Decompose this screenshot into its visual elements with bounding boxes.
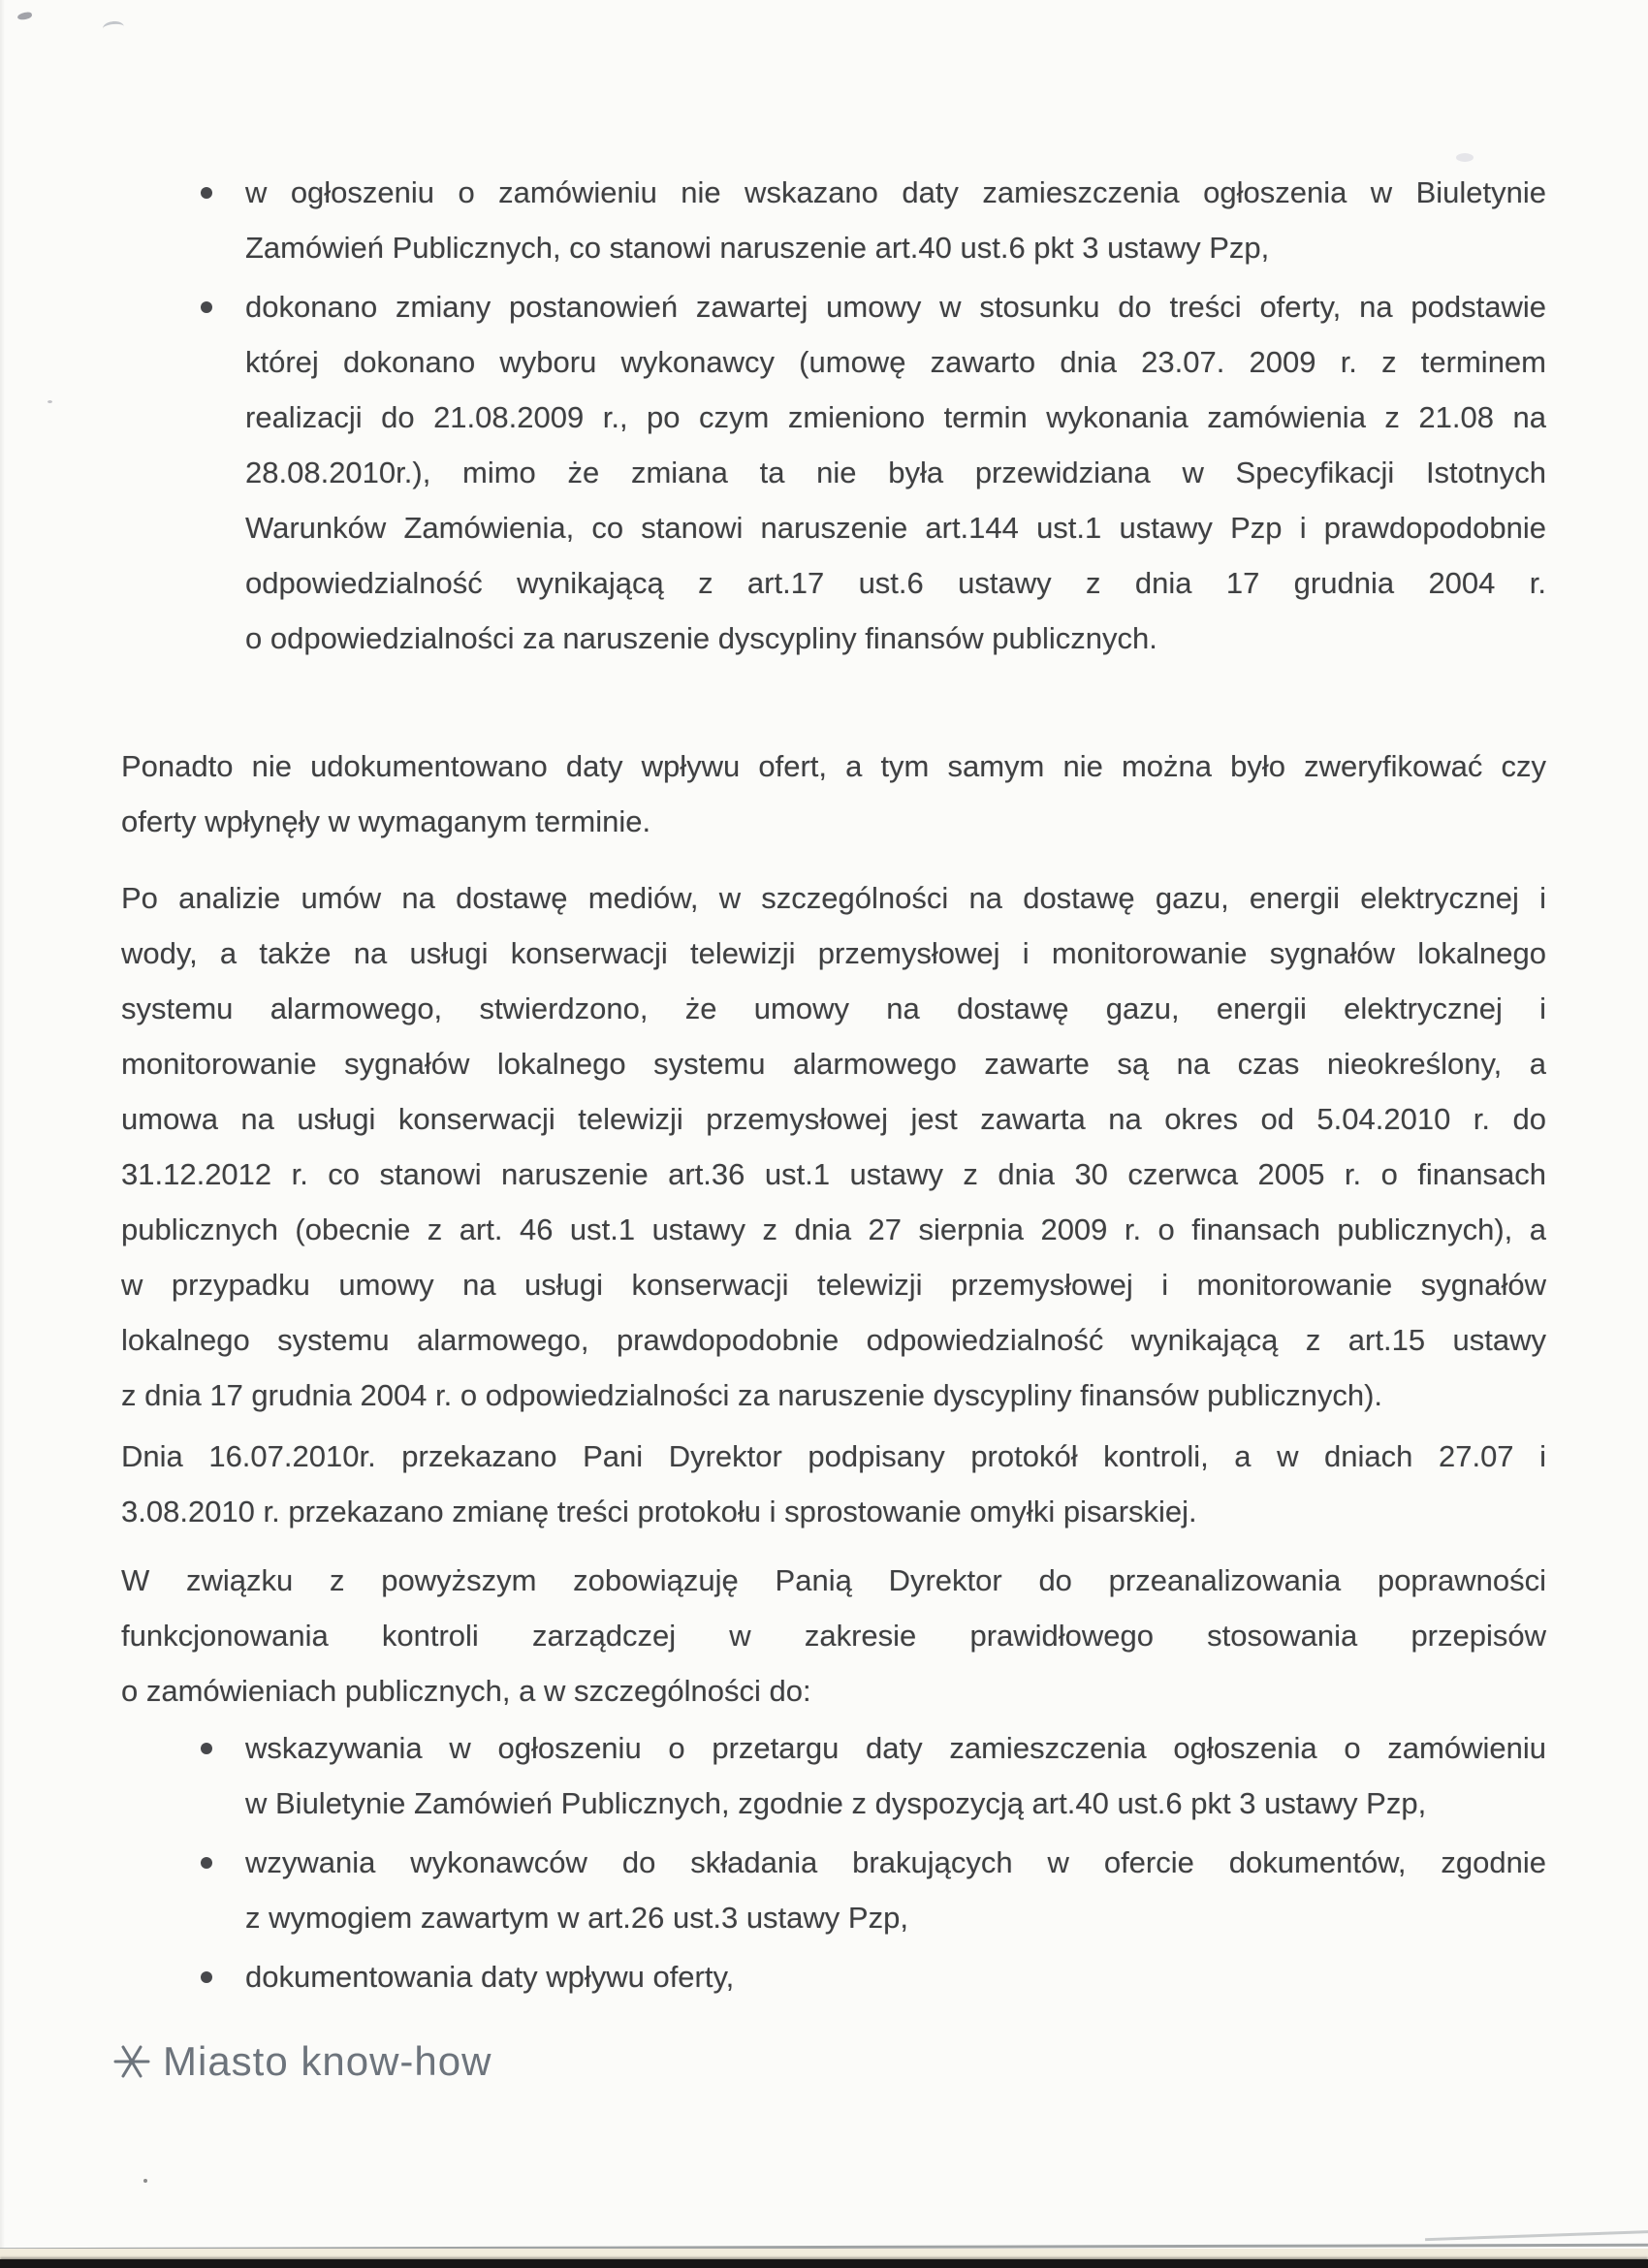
text-line: Ponadto nie udokumentowano daty wpływu ofert, a tym samym nie można było zweryfikować czy xyxy=(121,749,1546,783)
bullet-item-text xyxy=(245,1835,1546,1945)
text-line: której dokonano wyboru wykonawcy (umowę zawarto dnia 23.07. 2009 r. z terminem xyxy=(245,345,1546,379)
text-line: w ogłoszeniu o zamówieniu nie wskazano daty zamieszczenia ogłoszenia w Biuletynie xyxy=(245,175,1546,209)
scan-speck xyxy=(48,400,52,403)
bullet-item-text xyxy=(245,165,1546,275)
text-line: 3.08.2010 r. przekazano zmianę treści protokołu i sprostowanie omyłki pisarskiej. xyxy=(121,1495,1197,1528)
bullet-icon xyxy=(201,1857,212,1869)
paragraph xyxy=(121,1553,1546,1718)
text-line: Po analizie umów na dostawę mediów, w szczególności na dostawę gazu, energii elektrycznej i xyxy=(121,881,1546,915)
scan-speck xyxy=(143,2179,147,2183)
scanner-bottom-bar xyxy=(0,2259,1648,2268)
text-line: Dnia 16.07.2010r. przekazano Pani Dyrektor podpisany protokół kontroli, a w dniach 27.07 i xyxy=(121,1439,1546,1473)
paper-corner-edge xyxy=(1425,2230,1648,2241)
text-line: systemu alarmowego, stwierdzono, że umowy na dostawę gazu, energii elektrycznej i xyxy=(121,992,1546,1025)
text-line: 31.12.2012 r. co stanowi naruszenie art.36 ust.1 ustawy z dnia 30 czerwca 2005 r. o finansach xyxy=(121,1157,1546,1191)
bullet-list-item xyxy=(121,1835,1546,1945)
bullet-list-item xyxy=(121,279,1546,666)
text-line: o zamówieniach publicznych, a w szczególności do: xyxy=(121,1674,811,1708)
bullet-icon xyxy=(201,1743,212,1754)
text-line: Zamówień Publicznych, co stanowi naruszenie art.40 ust.6 pkt 3 ustawy Pzp, xyxy=(245,231,1270,265)
text-line: Warunków Zamówienia, co stanowi naruszenie art.144 ust.1 ustawy Pzp i prawdopodobnie xyxy=(245,511,1546,545)
text-line: wody, a także na usługi konserwacji telewizji przemysłowej i monitorowanie sygnałów lokalnego xyxy=(121,936,1546,970)
bullet-list-item xyxy=(121,165,1546,275)
bullet-item-text xyxy=(245,1949,1546,2004)
text-line: o odpowiedzialności za naruszenie dyscypliny finansów publicznych. xyxy=(245,621,1157,655)
bullet-icon xyxy=(201,1971,212,1983)
scan-left-edge-shade xyxy=(0,0,5,2268)
paragraph xyxy=(121,870,1546,1423)
text-line: 28.08.2010r.), mimo że zmiana ta nie była przewidziana w Specyfikacji Istotnych xyxy=(245,456,1546,489)
text-line: funkcjonowania kontroli zarządczej w zakresie prawidłowego stosowania przepisów xyxy=(121,1619,1546,1653)
text-line: wskazywania w ogłoszeniu o przetargu daty zamieszczenia ogłoszenia o zamówieniu xyxy=(245,1731,1546,1765)
footer-logo-text: Miasto know-how xyxy=(163,2038,492,2084)
text-line: realizacji do 21.08.2009 r., po czym zmieniono termin wykonania zamówienia z 21.08 na xyxy=(245,400,1546,434)
scan-speck xyxy=(1456,153,1474,162)
bullet-item-text xyxy=(245,279,1546,666)
paper-edge-strip xyxy=(0,2249,1648,2259)
bullet-list-item xyxy=(121,1949,1546,2004)
text-line: w przypadku umowy na usługi konserwacji telewizji przemysłowej i monitorowanie sygnałów xyxy=(121,1268,1546,1302)
bullet-icon xyxy=(201,187,212,199)
text-line: W związku z powyższym zobowiązuję Panią Dyrektor do przeanalizowania poprawności xyxy=(121,1563,1546,1597)
text-line: monitorowanie sygnałów lokalnego systemu alarmowego zawarte są na czas nieokreślony, a xyxy=(121,1047,1546,1081)
text-line: odpowiedzialność wynikającą z art.17 ust.6 ustawy z dnia 17 grudnia 2004 r. xyxy=(245,566,1546,600)
paragraph xyxy=(121,1429,1546,1539)
scan-speck xyxy=(102,20,124,35)
text-line: lokalnego systemu alarmowego, prawdopodobnie odpowiedzialność wynikającą z art.15 ustawy xyxy=(121,1323,1546,1357)
bullet-list xyxy=(121,165,1546,666)
text-line: z wymogiem zawartym w art.26 ust.3 ustawy Pzp, xyxy=(245,1901,908,1935)
text-line: publicznych (obecnie z art. 46 ust.1 ustawy z dnia 27 sierpnia 2009 r. o finansach publicznych), a xyxy=(121,1213,1546,1246)
text-line: dokumentowania daty wpływu oferty, xyxy=(245,1960,735,1994)
text-line: w Biuletynie Zamówień Publicznych, zgodnie z dyspozycją art.40 ust.6 pkt 3 ustawy Pzp, xyxy=(245,1786,1427,1820)
paragraph xyxy=(121,739,1546,849)
document-content xyxy=(121,165,1546,2004)
bullet-item-text xyxy=(245,1720,1546,1831)
bullet-list xyxy=(121,1720,1546,2004)
asterisk-logo-icon xyxy=(112,2040,151,2083)
text-line: z dnia 17 grudnia 2004 r. o odpowiedzialności za naruszenie dyscypliny finansów publicznych). xyxy=(121,1378,1383,1412)
bullet-icon xyxy=(201,301,212,313)
text-line: oferty wpłynęły w wymaganym terminie. xyxy=(121,804,651,838)
text-line: umowa na usługi konserwacji telewizji przemysłowej jest zawarta na okres od 5.04.2010 r. do xyxy=(121,1102,1546,1136)
footer-logo xyxy=(112,2039,491,2084)
text-line: dokonano zmiany postanowień zawartej umowy w stosunku do treści oferty, na podstawie xyxy=(245,290,1546,324)
bullet-list-item xyxy=(121,1720,1546,1831)
text-line: wzywania wykonawców do składania brakujących w ofercie dokumentów, zgodnie xyxy=(245,1845,1546,1879)
scan-speck xyxy=(17,12,33,20)
